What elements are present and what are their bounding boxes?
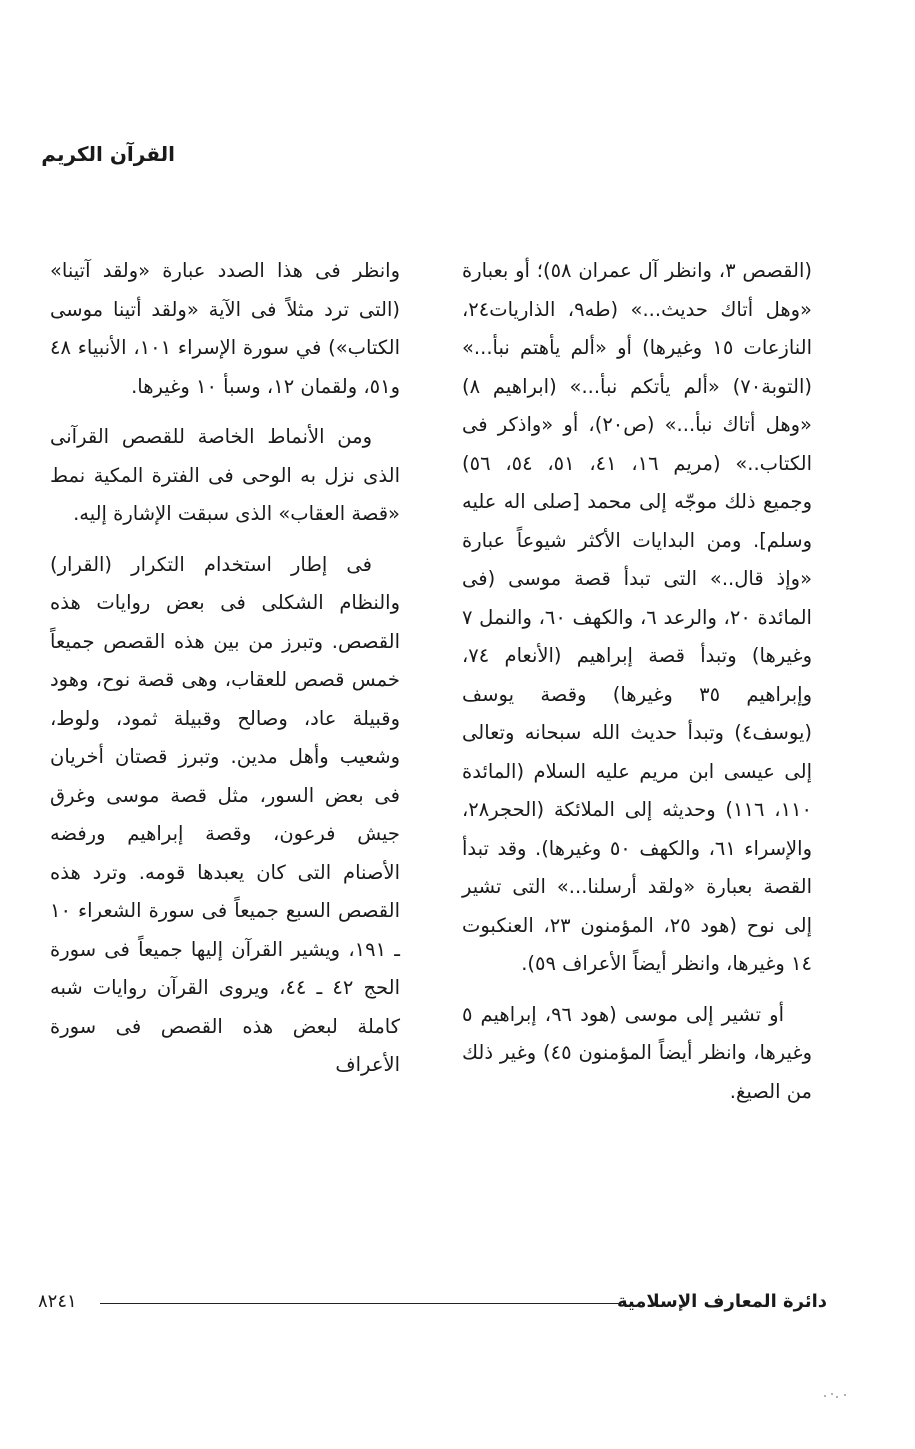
paragraph: فى إطار استخدام التكرار (القرار) والنظام الشكلى فى بعض روايات هذه القصص. وتبرز من بين هذه القصص جميعاً خمس قصص للعقاب، وهى قصة نوح، وهود وقبيلة عاد، وصالح وقبيلة ثمود، ولوط، وشعيب وأهل مدين. وتبرز قصتان أخريان فى بعض السور، مثل قصة موسى وغرق جيش فرعون، وقصة إبراهيم ورفضه الأصنام التى كان يعبدها قومه. وترد هذه القصص السبع جميعاً فى سورة الشعراء ١٠ ـ ١٩١، ويشير القرآن إليها جميعاً فى سورة الحج ٤٢ ـ ٤٤، ويروى القرآن روايات شبه كاملة لبعض هذه القصص فى سورة الأعراف [50, 552, 400, 1076]
text-column-left [50, 252, 400, 1097]
footer-publication-title: دائرة المعارف الإسلامية [616, 1291, 827, 1312]
scan-speck [822, 1392, 852, 1400]
paragraph: أو تشير إلى موسى (هود ٩٦، إبراهيم ٥ وغيرها، وانظر أيضاً المؤمنون ٤٥) وغير ذلك من الصيغ. [462, 1002, 812, 1103]
page-number: ٨٢٤١ [38, 1291, 77, 1312]
paragraph: ومن الأنماط الخاصة للقصص القرآنى الذى نزل به الوحى فى الفترة المكية نمط «قصة العقاب» الذى سبقت الإشارة إليه. [50, 425, 400, 525]
text-column-right [462, 252, 812, 1123]
paragraph: (القصص ٣، وانظر آل عمران ٥٨)؛ أو بعبارة «وهل أتاك حديث...» (طه٩، الذاريات٢٤، النازعات ١٥ وغيرها) أو «ألم يأهتم نبأ...» (التوبة٧٠) «ألم يأتكم نبأ...» (ابراهيم ٨) «وهل أتاك نبأ...» (ص٢٠)، أو «واذكر فى الكتاب..» (مريم ١٦، ٤١، ٥١، ٥٤، ٥٦) وجميع ذلك موجّه إلى محمد [صلى اله عليه وسلم]. ومن البدايات الأكثر شيوعاً عبارة «وإذ قال..» التى تبدأ قصة موسى (فى المائدة ٢٠، والرعد ٦، والكهف ٦٠، والنمل ٧ وغيرها) وتبدأ قصة إبراهيم (الأنعام ٧٤، وإبراهيم ٣٥ وغيرها) وقصة يوسف (يوسف٤) وتبدأ حديث الله سبحانه وتعالى إلى عيسى ابن مريم عليه السلام (المائدة ١١٠، ١١٦) وحديثه إلى الملائكة (الحجر٢٨، والإسراء ٦١، والكهف ٥٠ وغيرها). وقد تبدأ القصة بعبارة «ولقد أرسلنا...» التى تشير إلى نوح (هود ٢٥، المؤمنون ٢٣، العنكبوت ١٤ وغيرها، وانظر أيضاً الأعراف ٥٩). [462, 259, 813, 975]
paragraph: وانظر فى هذا الصدد عبارة «ولقد آتينا» (التى ترد مثلاً فى الآية «ولقد أتينا موسى الكتاب») في سورة الإسراء ١٠١، الأنبياء ٤٨ و٥١، ولقمان ١٢، وسبأ ١٠ وغيرها. [50, 259, 400, 398]
running-header-title: القرآن الكريم [41, 142, 175, 166]
footer-divider [100, 1303, 620, 1304]
